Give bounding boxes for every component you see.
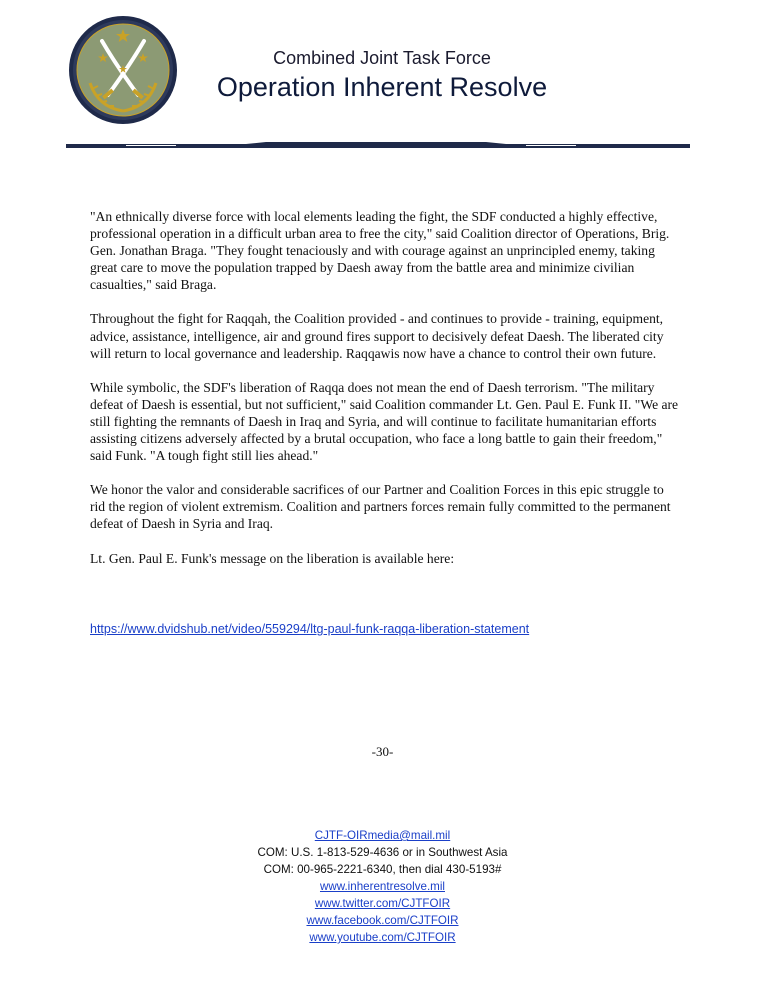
email-link[interactable]: CJTF-OIRmedia@mail.mil <box>314 829 451 842</box>
contact-footer <box>0 827 765 946</box>
phone-swa: COM: 00-965-2221-6340, then dial 430-5193# <box>263 863 502 876</box>
paragraph-message-intro: Lt. Gen. Paul E. Funk's message on the liberation is available here: <box>90 550 455 566</box>
header-divider <box>66 140 690 150</box>
press-release-body <box>90 208 680 584</box>
end-marker: -30- <box>371 744 394 759</box>
header-title-line1: Combined Joint Task Force <box>273 48 491 68</box>
paragraph-coalition-support: Throughout the fight for Raqqah, the Coalition provided - and continues to provide - training, equipment, advice, assistance, intelligence, air and ground fires support to decisively defeat Daesh. The liberated city will return to local governance and leadership. Raqqawis now have a chance to control their own future. <box>90 311 664 361</box>
header-title-line2: Operation Inherent Resolve <box>216 72 548 102</box>
website-link[interactable]: www.inherentresolve.mil <box>319 880 445 893</box>
twitter-link[interactable]: www.twitter.com/CJTFOIR <box>314 897 451 910</box>
facebook-link[interactable]: www.facebook.com/CJTFOIR <box>306 914 459 927</box>
dvidshub-video-link[interactable]: https://www.dvidshub.net/video/559294/ltg-paul-funk-raqqa-liberation-statement <box>90 622 530 636</box>
cjtf-oir-emblem-icon <box>68 15 178 125</box>
phone-us: COM: U.S. 1-813-529-4636 or in Southwest Asia <box>257 846 508 859</box>
youtube-link[interactable]: www.youtube.com/CJTFOIR <box>309 931 456 944</box>
paragraph-honor-forces: We honor the valor and considerable sacrifices of our Partner and Coalition Forces in this epic struggle to rid the region of violent extremism. Coalition and partners forces remain fully committed to the permanent defeat of Daesh in Syria and Iraq. <box>90 482 671 532</box>
paragraph-funk-quote: While symbolic, the SDF's liberation of Raqqa does not mean the end of Daesh terrorism. "The military defeat of Daesh is essential, but not sufficient," said Coalition commander Lt. Gen. Paul E. Funk II. "We are still fighting the remnants of Daesh in Iraq and Syria, and will continue to facilitate humanitarian efforts assisting citizens adversely affected by a brutal occupation, who face a long battle to gain their freedom," said Funk. "A tough fight still lies ahead." <box>90 379 679 464</box>
paragraph-braga-quote: "An ethnically diverse force with local elements leading the fight, the SDF conducted a highly effective, professional operation in a difficult urban area to free the city," said Coalition director of Operations, Brig. Gen. Jonathan Braga. "They fought tenaciously and with courage against an unprincipled enemy, taking great care to move the population trapped by Daesh away from the battle area and minimize civilian casualties," said Braga. <box>90 209 670 293</box>
